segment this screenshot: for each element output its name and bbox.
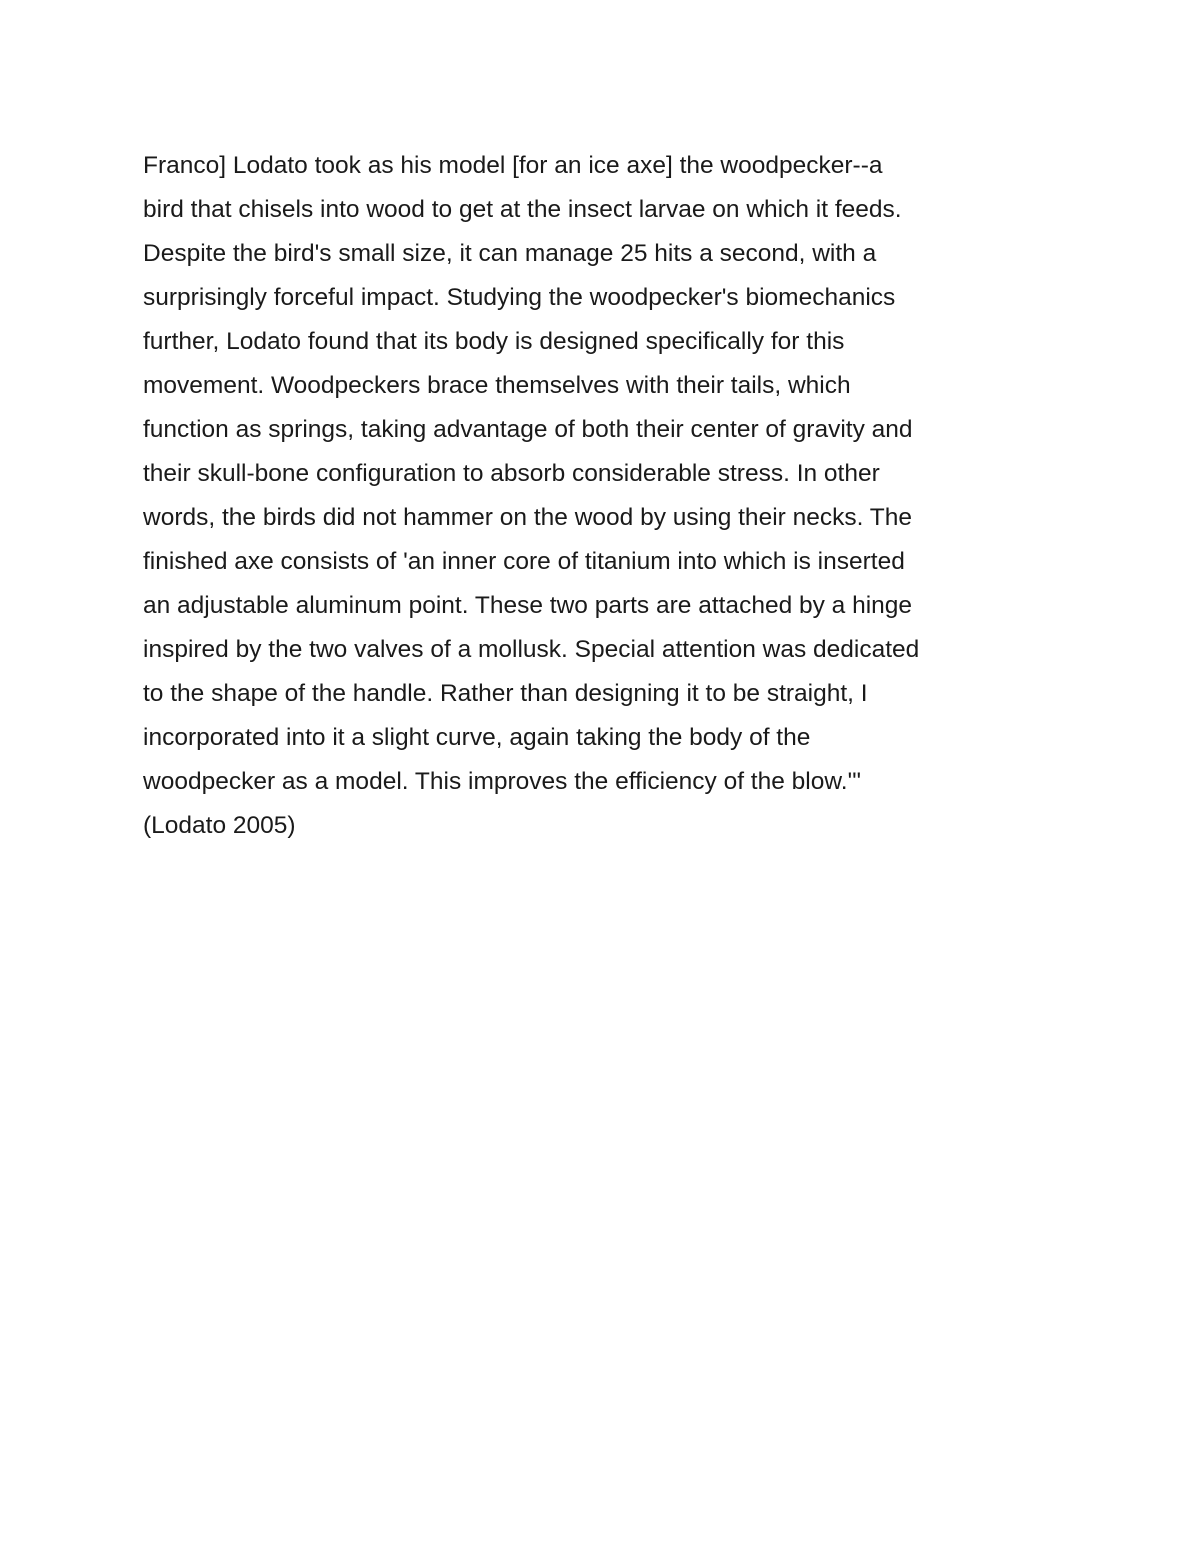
paragraph-line: inspired by the two valves of a mollusk. Special attention was dedicated: [143, 636, 920, 663]
quote-paragraph: [143, 144, 1083, 848]
paragraph-line: bird that chisels into wood to get at the insect larvae on which it feeds.: [143, 196, 902, 223]
paragraph-line: incorporated into it a slight curve, again taking the body of the: [143, 724, 811, 751]
paragraph-line: Despite the bird's small size, it can manage 25 hits a second, with a: [143, 240, 877, 267]
paragraph-line: movement. Woodpeckers brace themselves with their tails, which: [143, 372, 851, 399]
paragraph-line: their skull-bone configuration to absorb considerable stress. In other: [143, 460, 880, 487]
paragraph-line: surprisingly forceful impact. Studying the woodpecker's biomechanics: [143, 284, 896, 311]
paragraph-line: woodpecker as a model. This improves the efficiency of the blow.'": [143, 768, 861, 795]
paragraph-line: words, the birds did not hammer on the wood by using their necks. The: [143, 504, 912, 531]
paragraph-line: Franco] Lodato took as his model [for an ice axe] the woodpecker--a: [143, 152, 883, 179]
paragraph-line: finished axe consists of 'an inner core of titanium into which is inserted: [143, 548, 905, 575]
paragraph-line: further, Lodato found that its body is designed specifically for this: [143, 328, 845, 355]
paragraph-line: an adjustable aluminum point. These two parts are attached by a hinge: [143, 592, 913, 619]
paragraph-line: to the shape of the handle. Rather than designing it to be straight, I: [143, 680, 868, 707]
paragraph-line: function as springs, taking advantage of both their center of gravity and: [143, 416, 913, 443]
citation-line: (Lodato 2005): [143, 812, 296, 839]
